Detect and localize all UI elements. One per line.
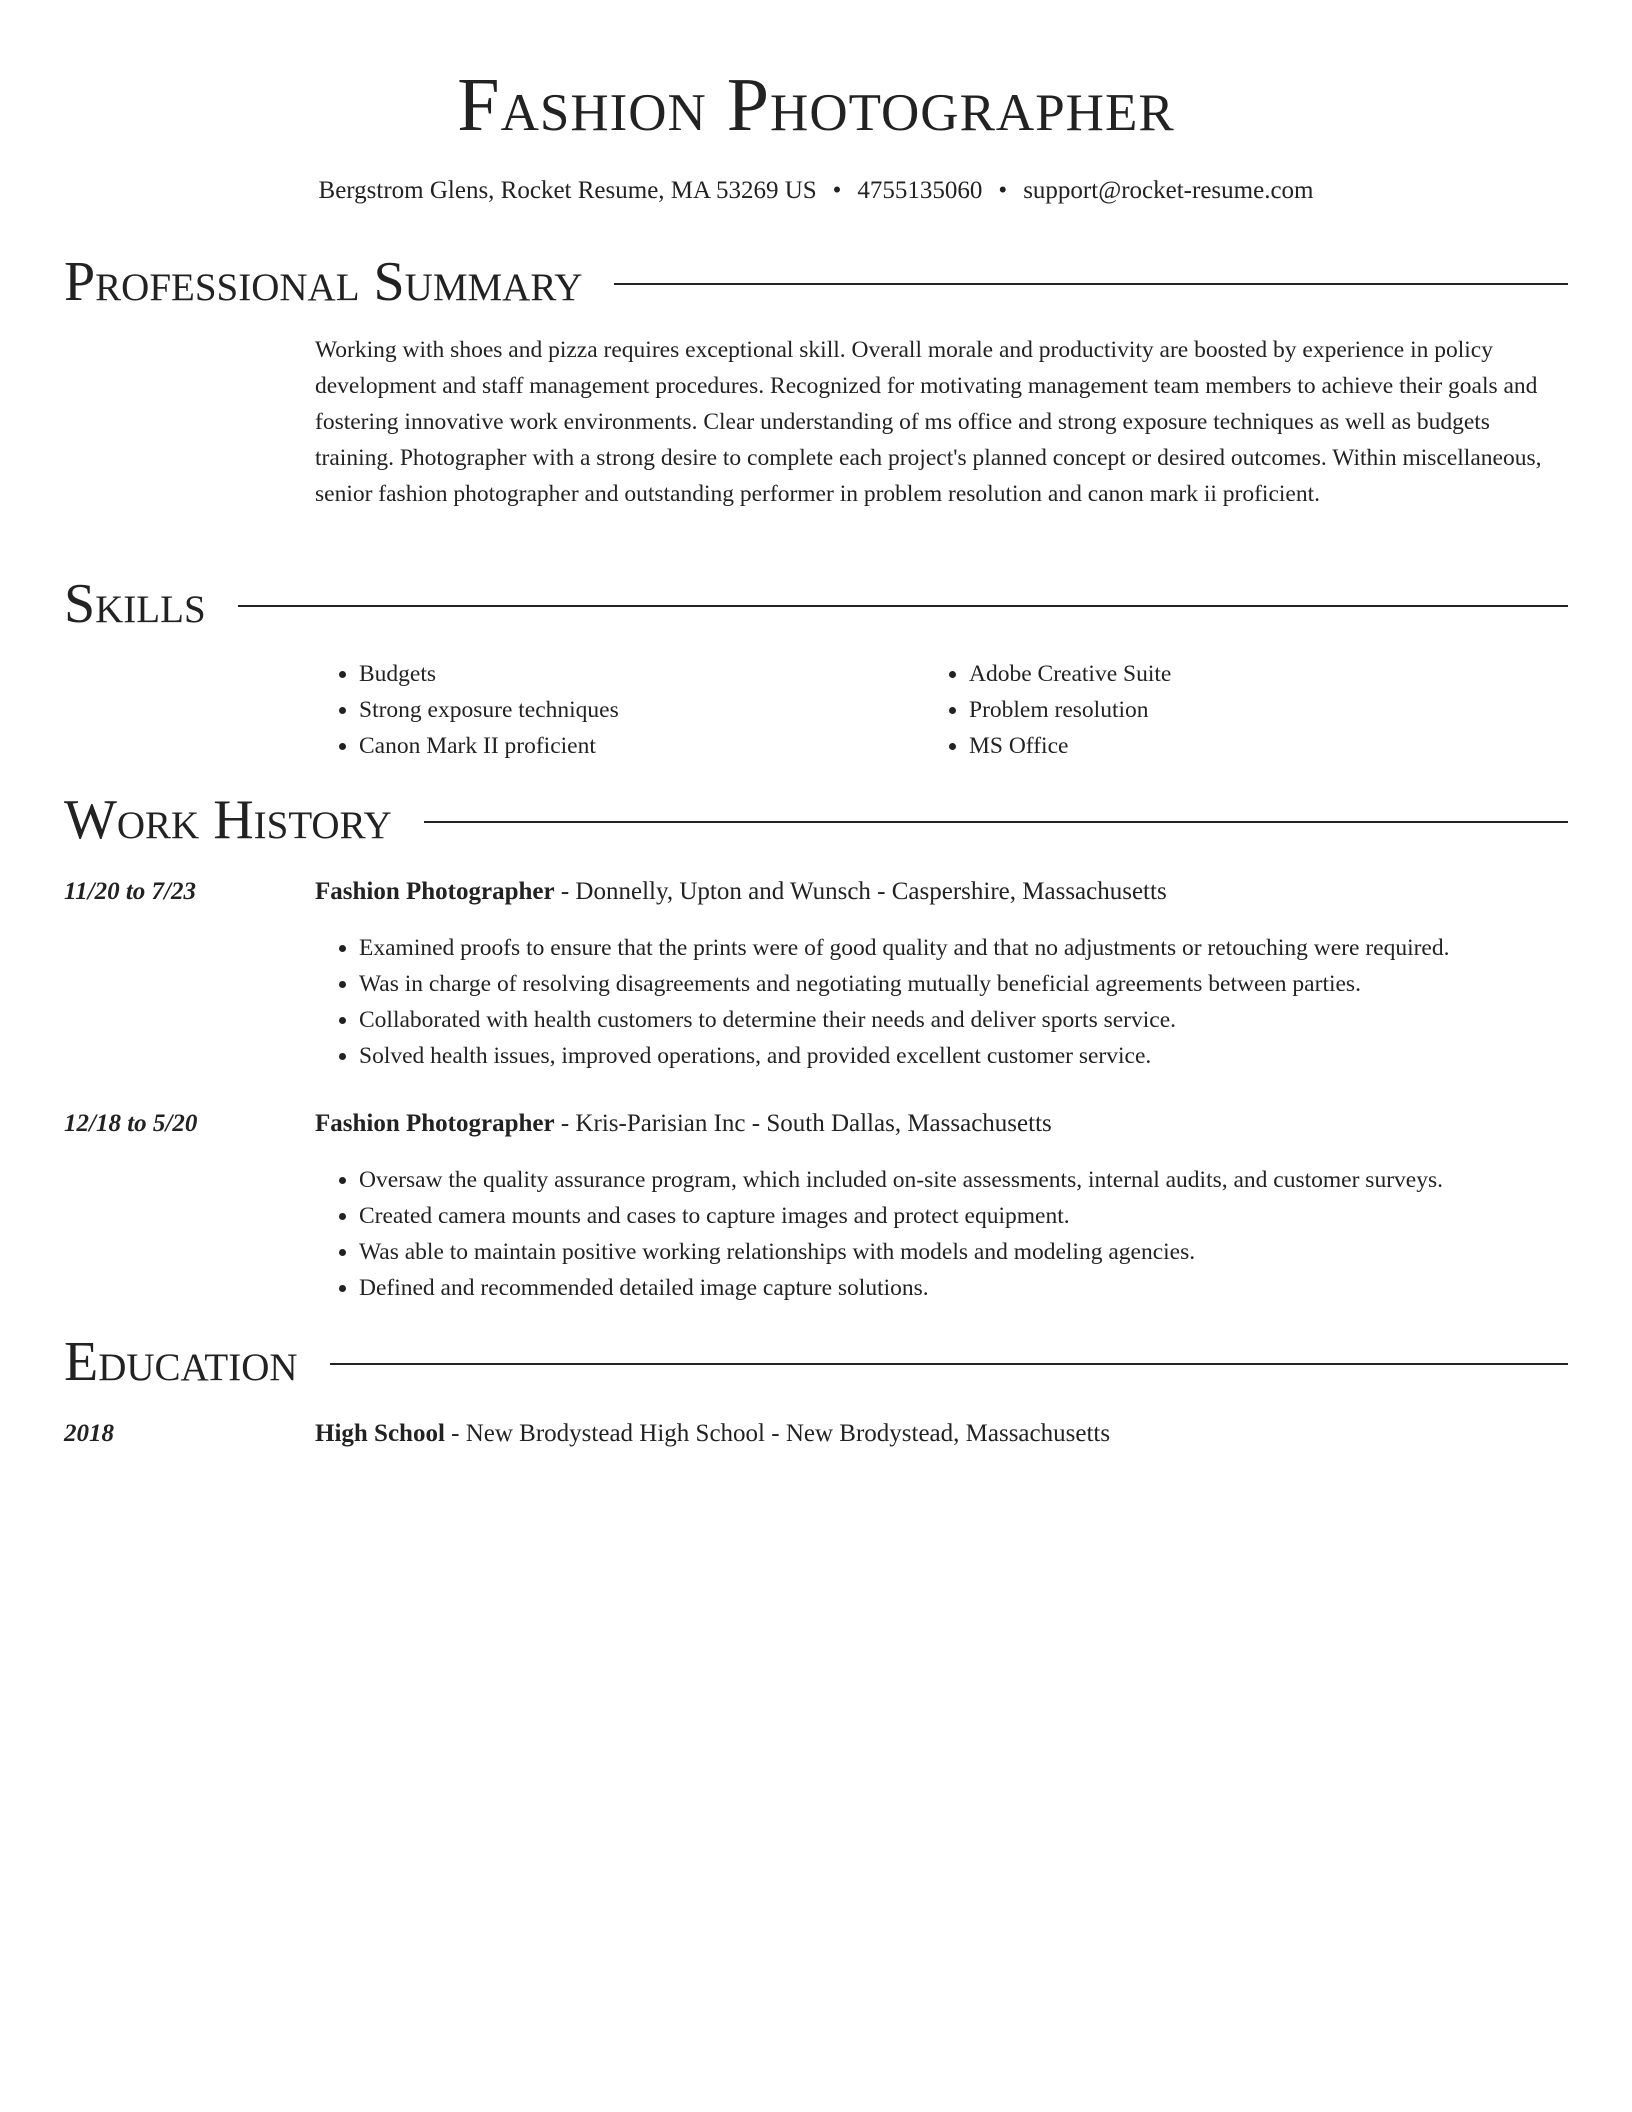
job-bullet: • Examined proofs to ensure that the prints were of good quality and that no adjustments or retouching were required.: [359, 930, 1568, 966]
section-title-work: Work History: [64, 789, 392, 851]
job-details: - Kris-Parisian Inc - South Dallas, Massachusetts: [554, 1110, 1052, 1137]
section-title-education: Education: [64, 1331, 298, 1393]
job-bullet: • Oversaw the quality assurance program, which included on-site assessments, internal audits, and customer surveys.: [359, 1162, 1568, 1198]
education-year: 2018: [64, 1420, 114, 1447]
section-divider: [330, 1363, 1568, 1365]
skill-item: • Canon Mark II proficient: [359, 728, 915, 764]
section-divider: [238, 605, 1568, 607]
candidate-name: Fashion Photographer: [457, 63, 1175, 147]
skills-section-header: [64, 572, 1568, 636]
job-heading: [315, 874, 1167, 910]
job-title: Fashion Photographer: [315, 878, 555, 905]
job-bullet: • Solved health issues, improved operations, and provided excellent customer service.: [359, 1038, 1568, 1074]
section-title-summary: Professional Summary: [64, 251, 583, 313]
summary-text: Working with shoes and pizza requires exceptional skill. Overall morale and productivity are boosted by experience in policy development and staff management procedures. Recognized for motivating management team members to achieve their goals and fostering innovative work environments. Clear understanding of ms office and strong exposure techniques as well as budgets training. Photographer with a strong desire to complete each project's planned concept or desired outcomes. Within miscellaneous, senior fashion photographer and outstanding performer in problem resolution and canon mark ii proficient.: [315, 337, 1542, 507]
contact-separator: •: [998, 177, 1008, 204]
skill-item: • MS Office: [969, 728, 1525, 764]
work-section-header: [64, 788, 1568, 852]
section-divider: [424, 821, 1568, 823]
education-degree: High School: [315, 1420, 445, 1447]
job-dates: 11/20 to 7/23: [64, 878, 196, 905]
contact-email: support@rocket-resume.com: [1023, 177, 1314, 204]
job-bullets: [315, 930, 1568, 1074]
education-details: - New Brodystead High School - New Brodystead, Massachusetts: [444, 1420, 1111, 1447]
contact-phone: 4755135060: [857, 177, 983, 204]
section-divider: [614, 283, 1568, 285]
section-title-skills: Skills: [64, 573, 206, 635]
job-bullet: • Defined and recommended detailed image capture solutions.: [359, 1270, 1568, 1306]
job-bullet: • Was in charge of resolving disagreements and negotiating mutually beneficial agreements between parties.: [359, 966, 1568, 1002]
skill-item: • Problem resolution: [969, 692, 1525, 728]
contact-address: Bergstrom Glens, Rocket Resume, MA 53269 US: [318, 177, 817, 204]
job-bullets: [315, 1162, 1568, 1306]
education-section-header: [64, 1330, 1568, 1394]
education-heading: [315, 1416, 1110, 1452]
skills-column-left: [315, 656, 915, 764]
contact-line: [64, 174, 1568, 208]
job-dates: 12/18 to 5/20: [64, 1110, 198, 1137]
skills-column-right: [925, 656, 1525, 764]
summary-section-header: [64, 250, 1568, 314]
job-bullet: • Was able to maintain positive working relationships with models and modeling agencies.: [359, 1234, 1568, 1270]
job-details: - Donnelly, Upton and Wunsch - Caspershire, Massachusetts: [554, 878, 1167, 905]
job-title: Fashion Photographer: [315, 1110, 555, 1137]
job-bullet: • Collaborated with health customers to determine their needs and deliver sports service.: [359, 1002, 1568, 1038]
job-bullet: • Created camera mounts and cases to capture images and protect equipment.: [359, 1198, 1568, 1234]
contact-separator: •: [832, 177, 842, 204]
skill-item: • Budgets: [359, 656, 915, 692]
skill-item: • Adobe Creative Suite: [969, 656, 1525, 692]
skill-item: • Strong exposure techniques: [359, 692, 915, 728]
job-heading: [315, 1106, 1052, 1142]
